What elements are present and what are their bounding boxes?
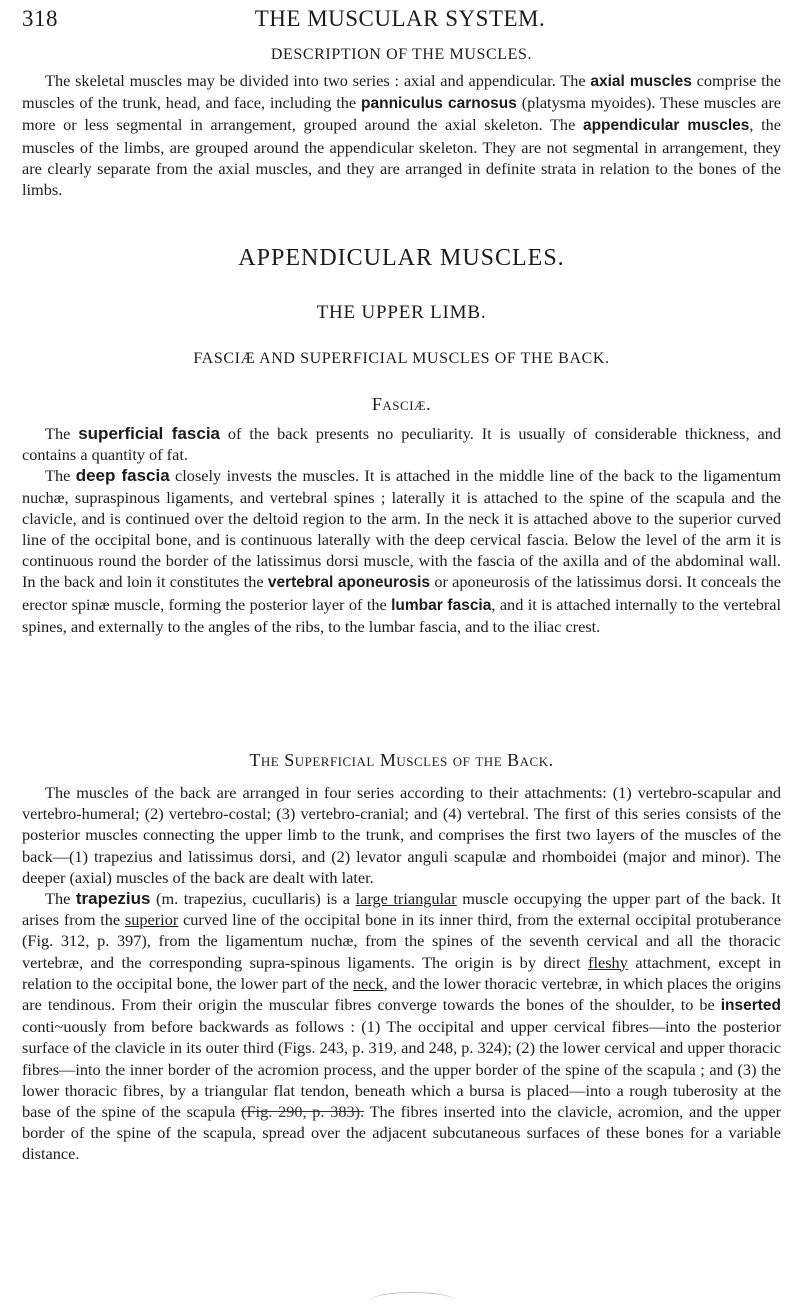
text-run: The fibres inserted into the clavicle, acromion, and the upper border of the spine of the scapula, spread over the adjacent subcutaneous surfaces of these bones for a variable distance. xyxy=(22,1102,781,1164)
text-run: of the back presents no peculiarity. It is usually of considerable thickness, and contains a quantity of fat. xyxy=(22,424,781,465)
heading-fasciae-back-block xyxy=(22,350,781,368)
text-run: or aponeurosis of the latissimus dorsi. It conceals the erector spinæ muscle, forming the posterior layer of the xyxy=(22,572,781,614)
fasciae-section xyxy=(22,423,781,637)
heading-appendicular: APPENDICULAR MUSCLES. xyxy=(238,245,565,271)
term-appendicular-muscles: appendicular muscles xyxy=(582,117,750,135)
heading-fasciae-block xyxy=(22,394,781,415)
text-run: , the muscles of the limbs, are grouped around the appendicular skeleton. They are not segmental in arrangement, they are clearly separate from the axial muscles, and they are arranged in definite strata in relation to the bones of the limbs. xyxy=(22,115,782,200)
underlined-neck: neck xyxy=(352,973,384,993)
heading-fasciae: Fasciæ. xyxy=(371,394,432,414)
text-run: conti~uously from before backwards as follows : (1) The occipital and upper cervical fibres—into the posterior surface of the clavicle in its outer third (Figs. 243, p. 319, and 248, p. 324); (2) the lower cervical and upper thoracic fibres—into the inner border of the acromion process, and the upper border of the spine of the scapula ; and (3) the lower thoracic fibres, by a triangular flat tendon, beneath which a bursa is placed—into a rough tuberosity at the base of the spine of the scapula xyxy=(22,1017,781,1122)
term-vertebral-aponeurosis: vertebral aponeurosis xyxy=(267,574,431,592)
heading-description: DESCRIPTION OF THE MUSCLES. xyxy=(270,46,533,63)
text-run: The xyxy=(45,424,79,443)
text-run: , and it is attached internally to the vertebral spines, and externally to the angles of the ribs, to the lumbar fascia, and to the iliac crest. xyxy=(22,594,782,636)
heading-superficial-back-block xyxy=(22,750,781,771)
term-trapezius: trapezius xyxy=(75,889,151,909)
running-header xyxy=(22,6,778,36)
term-lumbar-fascia: lumbar fascia xyxy=(391,596,492,614)
term-superficial-fascia: superficial fascia xyxy=(78,424,221,443)
page-number: 318 xyxy=(22,6,58,31)
text-run: (m. trapezius, cucullaris) is a xyxy=(150,889,356,909)
text-run: , and the lower thoracic vertebræ, in which places the origins are tendinous. From their origin the muscular fibres converge towards the bones of the shoulder, to be xyxy=(22,973,782,1015)
paragraph-muscle-series: The muscles of the back are arranged in four series according to their attachments: (1) vertebro-scapular and vertebro-humeral; (2) vertebro-costal; (3) vertebro-cranial; and (4) vertebral. The first of this series consists of the posterior muscles connecting the upper limb to the trunk, and comprises the first two layers of the muscles of the back—(1) trapezius and latissimus dorsi, and (2) levator anguli scapulæ and rhomboidei (major and minor). The deeper (axial) muscles of the back are dealt with later. xyxy=(22,783,781,887)
underlined-large-triangular: large triangular xyxy=(355,889,457,909)
paragraph-axial-appendicular xyxy=(22,70,781,200)
page-bottom-mark xyxy=(370,1292,455,1309)
text-run: attachment, except in relation to the occipital bone, the lower part of the xyxy=(22,952,781,993)
heading-upper-limb-block xyxy=(22,302,781,324)
term-deep-fascia: deep fascia xyxy=(75,466,170,486)
text-run: muscle occupying the upper part of the back. It arises from the xyxy=(22,889,782,930)
term-panniculus-carnosus: panniculus carnosus xyxy=(361,95,517,113)
intro-section xyxy=(22,46,781,64)
heading-upper-limb: THE UPPER LIMB. xyxy=(316,302,487,323)
heading-fasciae-superficial-back: FASCIÆ AND SUPERFICIAL MUSCLES OF THE BACK. xyxy=(193,350,610,367)
paragraph-trapezius xyxy=(22,888,781,1165)
running-title: THE MUSCULAR SYSTEM. xyxy=(254,6,546,31)
heading-appendicular-block xyxy=(22,245,781,272)
text-run: curved line of the occipital bone in its inner third, from the external occipital protuberance (Fig. 312, p. 397), from the ligamentum nuchæ, from the spines of the seventh cervical and all the thoracic vertebræ, and the corresponding supra-spinous ligaments. The origin is by direct xyxy=(22,910,781,972)
text-run: comprise the muscles of the trunk, head, and face, including the xyxy=(22,71,781,113)
text-run: The skeletal muscles may be divided into two series : axial and appendicular. The xyxy=(45,71,591,90)
text-run: The xyxy=(45,466,76,486)
superficial-muscles-section xyxy=(22,782,781,1165)
underlined-superior: superior xyxy=(124,910,179,930)
paragraph-superficial-fascia xyxy=(22,423,781,465)
text-run: (platysma myoides). These muscles are more or less segmental in arrangement, grouped around the axial skeleton. The xyxy=(22,93,781,135)
term-inserted: inserted xyxy=(720,997,781,1015)
underlined-fleshy: fleshy xyxy=(588,952,628,972)
text-run: closely invests the muscles. It is attached in the middle line of the back to the ligamentum nuchæ, supraspinous ligaments, and vertebral spines ; laterally it is attached to the spine of the scapula and the clavicle, and is continued over the deltoid region to the arm. In the neck it is attached above to the superior curved line of the occipital bone, and is continuous laterally with the deep cervical fascia. Below the level of the arm it is continuous round the border of the latissimus dorsi muscle, with the fascia of the axilla and of the abdominal wall. In the back and loin it constitutes the xyxy=(22,466,781,592)
intro-paragraph-block xyxy=(22,70,781,200)
heading-superficial-muscles-back: The Superficial Muscles of the Back. xyxy=(249,750,554,770)
struck-figure-reference: (Fig. 290, p. 383). xyxy=(241,1102,365,1122)
term-axial-muscles: axial muscles xyxy=(590,73,692,90)
paragraph-deep-fascia xyxy=(22,465,781,637)
text-run: The xyxy=(45,889,76,909)
